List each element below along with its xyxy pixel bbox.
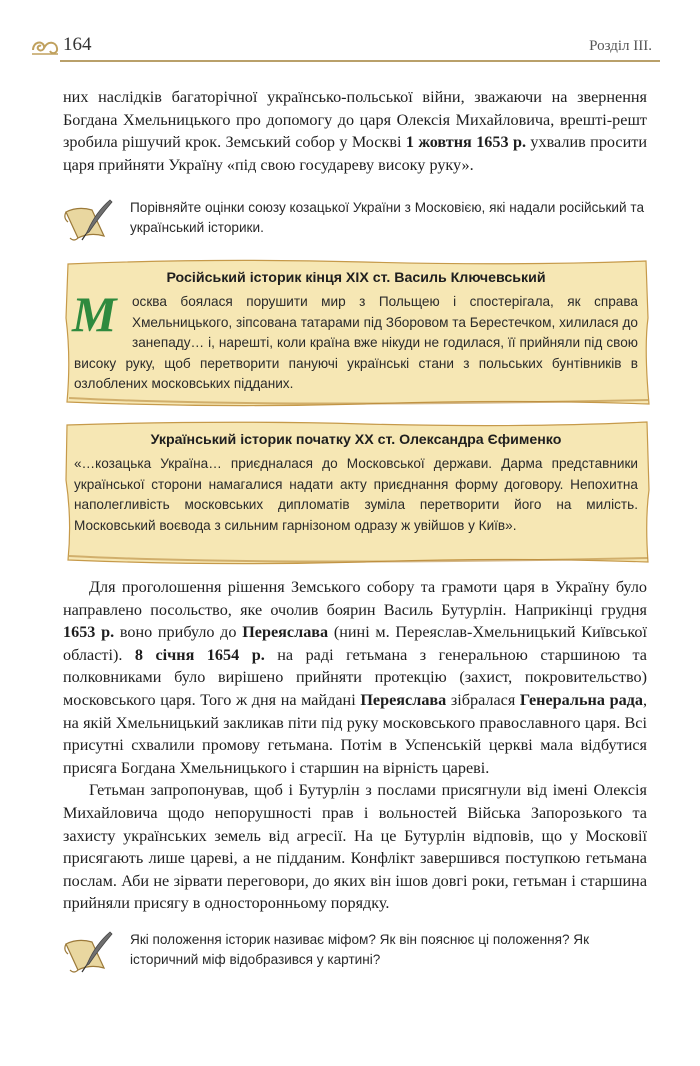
text-run: (нині м. Переяслав-Хмельницький Київської області).: [63, 623, 647, 664]
drop-cap: М: [72, 286, 113, 342]
task-compare-text: Порівняйте оцінки союзу козацької України з Московією, які надали російський та український історики.: [130, 200, 645, 235]
task-myth-text: Які положення історик називає міфом? Як він пояснює ці положення? Як історичний міф відобразився у картині?: [130, 932, 590, 967]
intro-text-2: ухвалив просити царя прийняти Україну «під свою государеву високу руку».: [63, 133, 648, 174]
intro-paragraph: [63, 86, 647, 176]
main-paragraph-2: Гетьман запропонував, щоб і Бутурлін з послами присягнули від імені Олексія Михайловича щодо непорушності прав і вольностей Війська Запорозького та захисту українських земель від агресії. На це Бутурлін відповів, що у Московії присягають лише цареві, а не підданим. Конфлікт завершився поступкою гетьмана послам. Аби не зірвати переговори, до яких він ішов довгі роки, гетьман і старшина прийняли присягу в односторонньому порядку.: [63, 781, 647, 913]
page-header: [30, 32, 660, 62]
bold-run: 8 січня 1654 р.: [134, 645, 265, 664]
task-compare: [58, 198, 650, 244]
section-label: Розділ III.: [589, 38, 652, 54]
quote-title-yefymenko: Український історик початку XX ст. Олександра Єфименко: [150, 432, 562, 448]
intro-text-1: них наслідків багаторічної українсько-польської війни, зважаючи на звернення Богдана Хмельницького про допомогу до царя Олексія Михайловича, врешті-решт зробила рішучий крок. Земський собор у Москві: [63, 88, 647, 152]
quote-text-yefymenko: «…козацька Україна… приєдналася до Московської держави. Дарма представники української сторони намагалися надати акту приєднання форму договору. Непохитна наполегливість московських дипломатів зуміла перетворити його на милість. Московський воєвода з сильним гарнізоном одразу ж увійшов у Київ».: [74, 456, 638, 533]
text-run: Для проголошення рішення Земського собору та грамоти царя в Україну було направлено посольство, яке очолив боярин Василь Бутурлін. Наприкінці грудня: [63, 578, 647, 619]
main-text: [63, 576, 647, 915]
header-rule: [60, 60, 660, 62]
quill-scroll-icon: [58, 198, 118, 244]
quote-text-klyuchevsky: осква боялася порушити мир з Польщею і спостерігала, як справа Хмельницького, зіпсована татарами під Зборовом та Берестечком, хилилася до занепаду… і, нарешті, коли країна вже нікуди не годилася, її прийняли під свою високу руку, щоб перетворити пануючі українські стани з польських бунтівників в озлоблених московських підданих.: [74, 294, 638, 391]
bold-run: Переяслава: [242, 623, 329, 642]
bold-run: Переяслава: [360, 690, 447, 709]
bold-run: Генеральна рада: [519, 690, 643, 709]
quote-card-yefymenko: [64, 420, 650, 566]
text-run: , на якій Хмельницький закликав піти під руку московського православного царя. Всі присутні схвалили промову гетьмана. Потім в Успенській церкві мала відбутися присяга Богдана Хмельницького і старшин на вірність цареві.: [63, 690, 647, 777]
main-paragraph-1: [63, 576, 647, 779]
task-myth: [58, 930, 650, 976]
quill-scroll-icon: [58, 930, 118, 976]
intro-date: 1 жовтня 1653 р.: [405, 133, 527, 152]
text-run: зібралася: [446, 690, 520, 709]
text-run: воно прибуло до: [114, 623, 243, 642]
quote-card-klyuchevsky: [64, 258, 650, 408]
page-number: 164: [63, 34, 92, 55]
text-run: на раді гетьмана з генеральною старшиною та полковниками було вирішено прийняти протекцію (захист, покровительство) московського царя. Того ж дня на майдані: [63, 645, 647, 709]
ornament-icon: [30, 36, 60, 58]
bold-run: 1653 р.: [63, 623, 115, 642]
quote-title-klyuchevsky: Російський історик кінця XIX ст. Василь Ключевський: [166, 270, 546, 286]
